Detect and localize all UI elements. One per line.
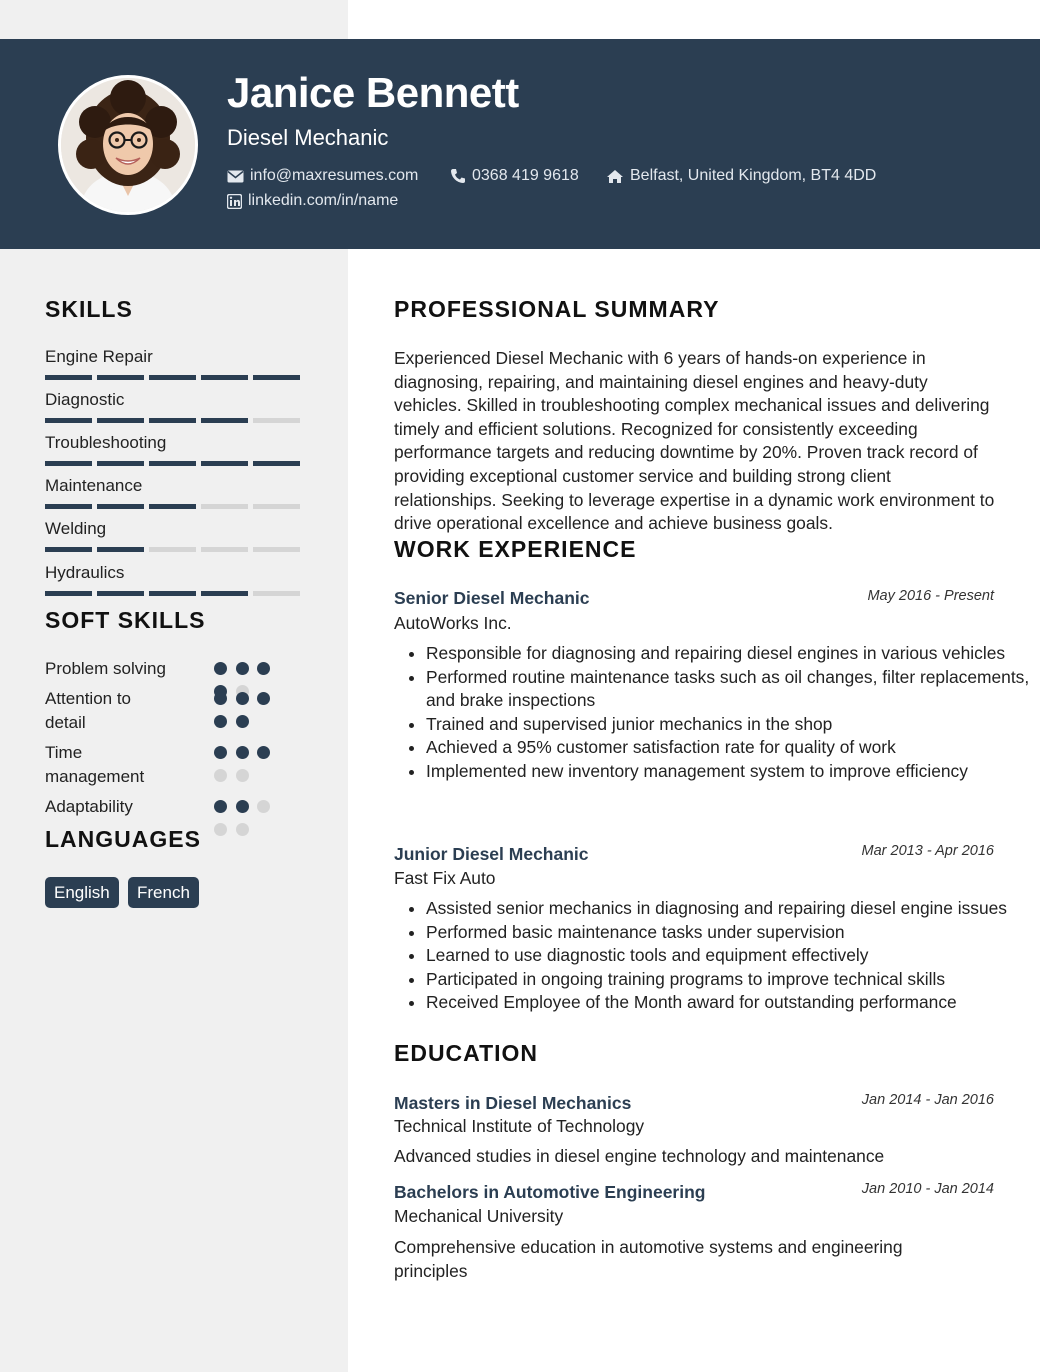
- soft-skill-name: Adaptability: [45, 797, 133, 816]
- education-dates: Jan 2010 - Jan 2014: [861, 1181, 994, 1197]
- summary-heading: PROFESSIONAL SUMMARY: [394, 296, 720, 322]
- candidate-name: Janice Bennett: [227, 69, 519, 116]
- level-segment: [253, 547, 300, 552]
- home-icon: [606, 169, 624, 184]
- contact-phone[interactable]: [450, 167, 579, 185]
- level-segment: [253, 591, 300, 596]
- level-segment: [45, 461, 92, 466]
- level-dot: [236, 662, 249, 675]
- level-segment: [253, 375, 300, 380]
- skill-name: Welding: [45, 519, 107, 538]
- level-segment: [45, 375, 92, 380]
- job-title: Junior Diesel Mechanic: [394, 844, 589, 864]
- level-segment: [149, 547, 196, 552]
- job-bullet: • Received Employee of the Month award for outstanding performance: [426, 991, 1032, 1015]
- level-segment: [253, 504, 300, 509]
- skill-item: [45, 563, 305, 596]
- skill-name: Diagnostic: [45, 390, 125, 409]
- job-bullet: • Responsible for diagnosing and repairing diesel engines in various vehicles: [426, 642, 1032, 666]
- job-bullet: • Assisted senior mechanics in diagnosing and repairing diesel engine issues: [426, 897, 1032, 921]
- contact-address: [606, 167, 876, 185]
- education-school: Technical Institute of Technology: [394, 1116, 645, 1136]
- skill-item: [45, 433, 305, 466]
- level-dot: [257, 662, 270, 675]
- address-text: Belfast, United Kingdom, BT4 4DD: [630, 167, 877, 184]
- job-bullet: • Achieved a 95% customer satisfaction rate for quality of work: [426, 736, 1032, 760]
- level-dot: [236, 692, 249, 705]
- languages-heading: LANGUAGES: [45, 826, 201, 852]
- education-degree: Bachelors in Automotive Engineering: [394, 1182, 706, 1202]
- level-segment: [97, 375, 144, 380]
- job-bullet: • Performed routine maintenance tasks such as oil changes, filter replacements, and brake inspections: [426, 666, 1032, 713]
- skill-item: [45, 390, 305, 423]
- contact-email[interactable]: [227, 167, 418, 185]
- level-segment: [149, 504, 196, 509]
- level-segment: [45, 418, 92, 423]
- phone-icon: [450, 168, 466, 184]
- job-bullet: • Performed basic maintenance tasks under supervision: [426, 921, 1032, 945]
- skill-level-bar: [45, 418, 305, 423]
- job-dates: May 2016 - Present: [867, 588, 994, 604]
- level-segment: [201, 547, 248, 552]
- job-bullet: • Trained and supervised junior mechanics in the shop: [426, 713, 1032, 737]
- level-dot: [236, 769, 249, 782]
- skill-item: [45, 519, 305, 552]
- level-dot: [236, 800, 249, 813]
- level-segment: [149, 418, 196, 423]
- experience-heading: WORK EXPERIENCE: [394, 536, 637, 562]
- language-badge-english: English: [45, 877, 119, 908]
- skill-level-bar: [45, 375, 305, 380]
- education-description: Advanced studies in diesel engine technology and maintenance: [394, 1146, 885, 1166]
- linkedin-text: linkedin.com/in/name: [248, 192, 399, 209]
- resume-header: [0, 39, 1040, 249]
- job-company: AutoWorks Inc.: [394, 613, 512, 633]
- soft-skill-name: Attention to detail: [45, 689, 132, 732]
- phone-text: 0368 419 9618: [472, 167, 579, 184]
- profile-photo-icon: [61, 78, 195, 212]
- level-dot: [214, 823, 227, 836]
- skill-level-bar: [45, 591, 305, 596]
- skills-heading: SKILLS: [45, 296, 133, 322]
- skill-name: Engine Repair: [45, 347, 153, 366]
- job-title: Senior Diesel Mechanic: [394, 588, 590, 608]
- level-segment: [201, 591, 248, 596]
- skill-item: [45, 347, 305, 380]
- soft-skills-heading: SOFT SKILLS: [45, 607, 206, 633]
- linkedin-icon: [227, 194, 242, 209]
- level-dot: [214, 769, 227, 782]
- summary-text: Experienced Diesel Mechanic with 6 years of hands-on experience in diagnosing, repairing, and maintaining diesel engines and heavy-duty vehicles. Skilled in troubleshooting complex mechanical issues and delivering timely and efficient solutions. Recognized for consistently exceeding performance targets and reducing downtime by 20%. Proven track record of providing exceptional customer service and building strong client relationships. Seeking to leverage expertise in a dynamic work environment to drive operational excellence and achieve business goals.: [394, 348, 995, 534]
- level-segment: [201, 461, 248, 466]
- job-company: Fast Fix Auto: [394, 868, 496, 888]
- skill-level-bar: [45, 547, 305, 552]
- skill-item: [45, 476, 305, 509]
- contact-linkedin[interactable]: [227, 192, 398, 210]
- level-segment: [253, 418, 300, 423]
- level-dot: [214, 715, 227, 728]
- education-description: Comprehensive education in automotive systems and engineering principles: [394, 1237, 903, 1281]
- job-bullet: • Learned to use diagnostic tools and equipment effectively: [426, 944, 1032, 968]
- level-dot: [214, 662, 227, 675]
- education-heading: EDUCATION: [394, 1040, 539, 1066]
- level-dot: [214, 746, 227, 759]
- education-degree: Masters in Diesel Mechanics: [394, 1093, 632, 1113]
- level-segment: [97, 547, 144, 552]
- job-bullets: [394, 897, 1032, 1015]
- level-segment: [201, 375, 248, 380]
- skill-level-bar: [45, 504, 305, 509]
- level-segment: [45, 547, 92, 552]
- skill-name: Troubleshooting: [45, 433, 167, 452]
- soft-skill-name: Problem solving: [45, 659, 166, 678]
- level-dot: [214, 800, 227, 813]
- language-badge-french: French: [128, 877, 199, 908]
- candidate-title: Diesel Mechanic: [227, 125, 389, 150]
- soft-skill-dots: [214, 746, 290, 792]
- level-segment: [149, 375, 196, 380]
- level-segment: [97, 504, 144, 509]
- job-bullets: [394, 642, 1032, 784]
- level-segment: [97, 591, 144, 596]
- soft-skill-dots: [214, 800, 290, 846]
- soft-skill-name: Time management: [45, 743, 145, 786]
- level-dot: [214, 692, 227, 705]
- envelope-icon: [227, 170, 244, 183]
- level-segment: [201, 418, 248, 423]
- avatar: [58, 75, 198, 215]
- skill-level-bar: [45, 461, 305, 466]
- job-dates: Mar 2013 - Apr 2016: [861, 843, 994, 859]
- level-segment: [253, 461, 300, 466]
- level-dot: [257, 692, 270, 705]
- education-school: Mechanical University: [394, 1206, 564, 1226]
- soft-skill-dots: [214, 692, 290, 738]
- level-dot: [257, 746, 270, 759]
- level-segment: [45, 504, 92, 509]
- level-segment: [45, 591, 92, 596]
- level-dot: [236, 746, 249, 759]
- level-segment: [201, 504, 248, 509]
- skill-name: Hydraulics: [45, 563, 125, 582]
- level-segment: [149, 461, 196, 466]
- level-dot: [257, 800, 270, 813]
- job-bullet: • Participated in ongoing training programs to improve technical skills: [426, 968, 1032, 992]
- level-segment: [97, 418, 144, 423]
- job-bullet: • Implemented new inventory management system to improve efficiency: [426, 760, 1032, 784]
- email-text: info@maxresumes.com: [250, 167, 419, 184]
- level-dot: [236, 823, 249, 836]
- level-dot: [236, 715, 249, 728]
- level-segment: [149, 591, 196, 596]
- education-dates: Jan 2014 - Jan 2016: [861, 1092, 994, 1108]
- level-segment: [97, 461, 144, 466]
- skill-name: Maintenance: [45, 476, 143, 495]
